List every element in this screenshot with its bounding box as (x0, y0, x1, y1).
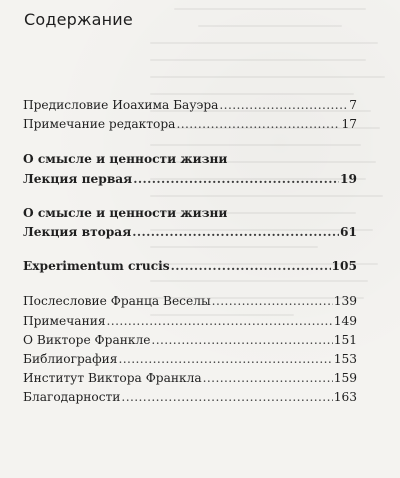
toc-entry-editor-note (23, 115, 357, 134)
toc-entry-title: Институт Виктора Франкла (23, 371, 202, 386)
leader-dots (121, 388, 332, 407)
leader-dots (219, 96, 348, 115)
leader-dots (171, 257, 331, 276)
toc-entry-title: Примечание редактора (23, 117, 176, 132)
toc-section-title: О смысле и ценности жизни (23, 205, 228, 220)
toc-entry-acknowledgements (23, 388, 357, 407)
toc-entry-title: Experimentum crucis (23, 259, 170, 274)
toc-entry-experimentum (23, 257, 357, 276)
leader-dots (132, 223, 339, 242)
toc-entry-bibliography (23, 350, 357, 369)
toc-entry-title: Примечания (23, 313, 106, 328)
toc-entry-lecture-one (23, 170, 357, 189)
leader-dots (107, 312, 333, 331)
toc-entry-title: Благодарности (23, 390, 121, 405)
toc-entry-title: Предисловие Иоахима Бауэра (23, 98, 219, 112)
leader-dots (212, 292, 333, 311)
toc-entry-page: 139 (333, 294, 357, 309)
toc-entry-title: Лекция первая (23, 171, 133, 186)
toc-entry-page: 159 (333, 371, 357, 386)
toc-entry-afterword (23, 292, 357, 311)
toc-entry-notes (23, 312, 357, 331)
leader-dots (151, 331, 332, 350)
toc-entry-page: 149 (333, 313, 357, 328)
table-of-contents (23, 96, 357, 408)
toc-entry-page: 153 (333, 352, 357, 367)
toc-entry-page: 7 (349, 98, 357, 112)
toc-entry-about-frankl (23, 331, 357, 350)
page-title: Содержание (24, 10, 133, 29)
toc-entry-page: 17 (341, 117, 357, 132)
toc-entry-page: 151 (333, 332, 357, 347)
toc-entry-foreword (23, 96, 357, 115)
toc-entry-page: 19 (340, 171, 357, 186)
toc-entry-page: 61 (340, 225, 357, 240)
toc-entry-title: Библиография (23, 352, 118, 367)
toc-entry-title: Лекция вторая (23, 225, 132, 240)
leader-dots (118, 350, 332, 369)
toc-entry-title: О Викторе Франкле (23, 332, 151, 347)
leader-dots (203, 369, 333, 388)
toc-entry-page: 105 (331, 259, 357, 274)
toc-entry-lecture-two (23, 223, 357, 242)
leader-dots (176, 115, 340, 134)
toc-section-title: О смысле и ценности жизни (23, 152, 228, 167)
toc-entry-title: Послесловие Франца Веселы (23, 294, 211, 309)
leader-dots (133, 170, 339, 189)
toc-entry-page: 163 (333, 390, 357, 405)
toc-entry-institute (23, 369, 357, 388)
